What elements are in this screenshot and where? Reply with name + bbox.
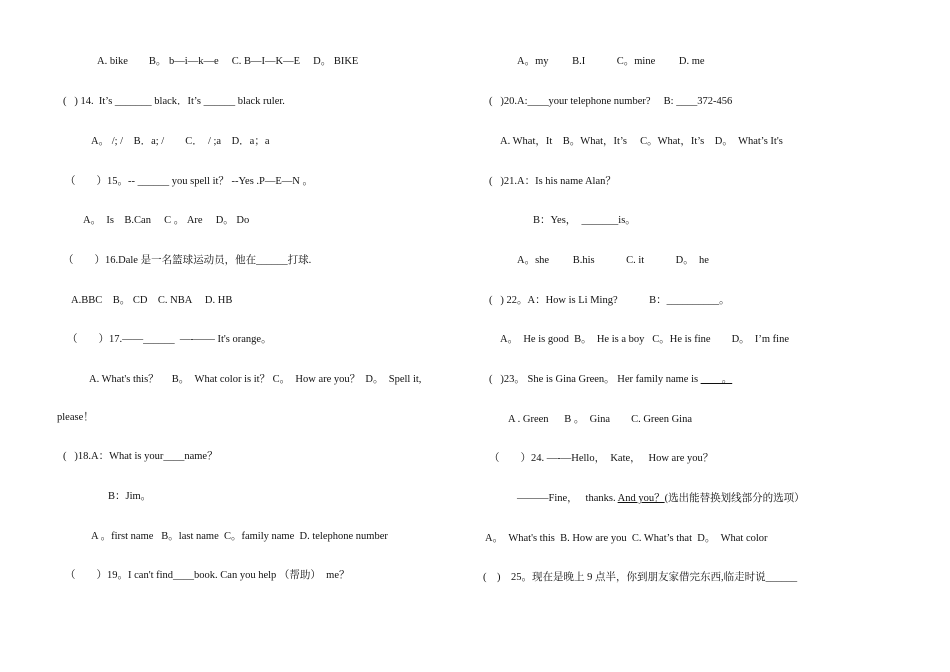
q19-question-start: （ ）19。I can't find — [65, 570, 174, 581]
q18-question-end: name？ — [184, 451, 218, 462]
q16-question: （ ）16.Dale 是一名篮球运动员，他在______打球. — [63, 255, 312, 266]
q18-options: A 。first name B。last name C。family name D. telephone number — [91, 531, 388, 542]
q14-options: A。 /; / B．a; / C． / ;a D．a；a — [91, 136, 270, 147]
q17-options: A. What's this？ B。 What color is it？ C。 How are you？ D。 Spell it, — [89, 374, 422, 385]
q24-question: （ ）24. —-—Hello， Kate， How are you？ — [489, 453, 714, 464]
q18-answer: B：Jim。 — [108, 491, 152, 502]
q20-question: ( )20.A:____your telephone number? B: ____372-456 — [489, 96, 733, 107]
q24-underlined-phrase: And you？ — [617, 493, 665, 504]
q19-options: A。my B.I C。mine D. me — [517, 56, 705, 67]
q21-options: A。she B.his C. it D。 he — [517, 255, 709, 266]
q20-options: A. What，It B。What，It’s C。What，It’s D。 What’s It's — [500, 136, 783, 147]
q23-options: A . Green B 。 Gina C. Green Gina — [508, 414, 693, 425]
q24-reply-start: ———Fine， thanks. — [517, 493, 618, 504]
q25-question: ( ) 25。现在是晚上 9 点半，你到朋友家借完东西,临走时说______ — [483, 572, 798, 583]
q22-options: A。 He is good B。 He is a boy C。He is fine D。 I’m fine — [500, 334, 790, 345]
q17-options-continued: please！ — [57, 412, 94, 423]
q19-blank: ____ — [173, 570, 195, 581]
q17-question: （ ）17.——______ —-—— It's orange。 — [67, 334, 272, 345]
q16-options: A.BBC B。 CD C. NBA D. HB — [71, 295, 233, 306]
q24-reply — [517, 493, 805, 505]
q15-options: A。 Is B.Can C 。 Are D。 Do — [83, 215, 250, 226]
q13-options: A. bike B。 b—i—k—e C. B—I—K—E D。 BIKE — [97, 56, 359, 67]
q14-question: ( ) 14. It’s _______ black．It’s ______ black ruler. — [63, 96, 285, 107]
q18-question — [63, 451, 218, 463]
q19-question-end: book. Can you help （帮助） me？ — [194, 570, 350, 581]
q24-options: A。 What's this B. How are you C. What’s that D。 What color — [485, 533, 768, 544]
q21-answer: B：Yes， _______is。 — [533, 215, 636, 226]
q23-question-text: ( )23。 She is Gina Green。 Her family name is — [489, 374, 701, 385]
q15-question: （ ）15。-- ______ you spell it？ --Yes .P—E—N 。 — [65, 176, 314, 187]
q22-question: ( ) 22。A：How is Li Ming? B：__________。 — [489, 295, 730, 306]
q23-blank: ____。 — [700, 374, 733, 385]
q24-instruction: (选出能替换划线部分的选项） — [664, 493, 805, 504]
q18-question-start: ( )18.A：What is your — [63, 451, 164, 462]
q21-question: ( )21.A：Is his name Alan？ — [489, 176, 616, 187]
q18-blank: ____ — [163, 451, 185, 462]
q23-question — [489, 374, 732, 386]
q19-question — [65, 570, 350, 582]
